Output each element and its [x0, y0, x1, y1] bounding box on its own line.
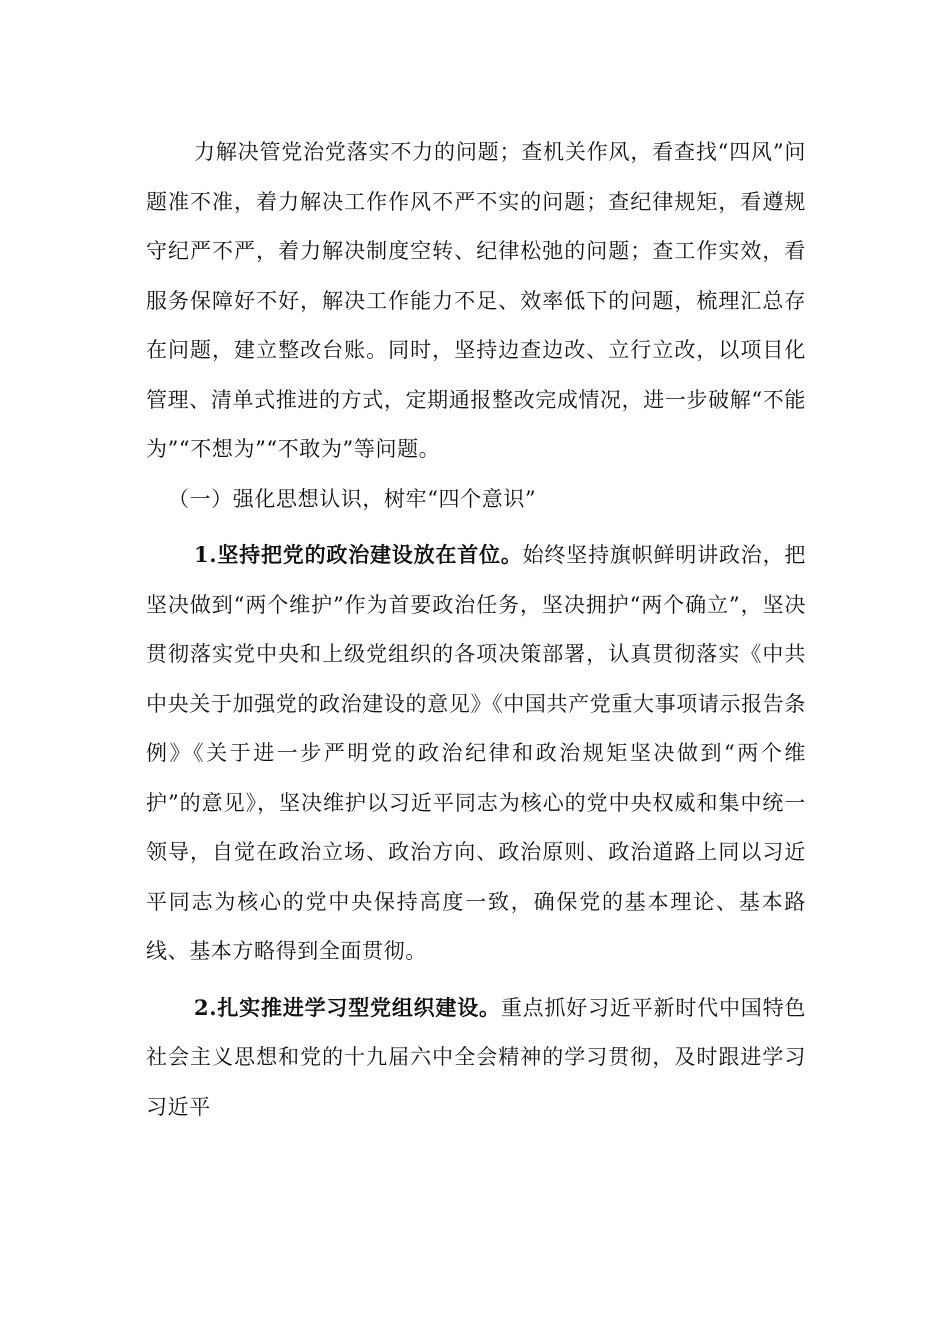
paragraph-lead: 2.扎实推进学习型党组织建设。 — [194, 994, 501, 1020]
section-heading — [146, 475, 806, 525]
paragraph-text: 始终坚持旗帜鲜明讲政治，把坚决做到“两个维护”作为首要政治任务，坚决拥护“两个确立”，坚决贯彻落实党中央和上级党组织的各项决策部署，认真贯彻落实《中共中央关于加强党的政治建设的意见》《中国共产党重大事项请示报告条例》《关于进一步严明党的政治纪律和政治规矩坚决做到“两个维护”的意见》，坚决维护以习近平同志为核心的党中央权威和集中统一领导，自觉在政治立场、政治方向、政治原则、政治道路上同以习近平同志为核心的党中央保持高度一致，确保党的基本理论、基本路线、基本方略得到全面贯彻。 — [146, 543, 806, 963]
paragraph-rectification — [146, 128, 806, 475]
paragraph-lead: 1.坚持把党的政治建设放在首位。 — [194, 542, 523, 567]
paragraph-learning-organization — [146, 983, 806, 1133]
paragraph-text: 重点抓好习近平新时代中国特色社会主义思想和党的十九届六中全会精神的学习贯彻，及时跟进学习习近平 — [146, 995, 807, 1119]
paragraph-political-building — [146, 530, 806, 977]
document-page — [146, 128, 806, 1132]
paragraph-text: 力解决管党治党落实不力的问题；查机关作风，看查找“四风”问题准不准，着力解决工作作风不严不实的问题；查纪律规矩，看遵规守纪严不严，着力解决制度空转、纪律松弛的问题；查工作实效，看服务保障好不好，解决工作能力不足、效率低下的问题，梳理汇总存在问题，建立整改台账。同时，坚持边查边改、立行立改，以项目化管理、清单式推进的方式，定期通报整改完成情况，进一步破解“不能为”“不想为”“不敢为”等问题。 — [146, 140, 806, 461]
section-heading-text: （一）强化思想认识，树牢“四个意识” — [168, 486, 537, 511]
